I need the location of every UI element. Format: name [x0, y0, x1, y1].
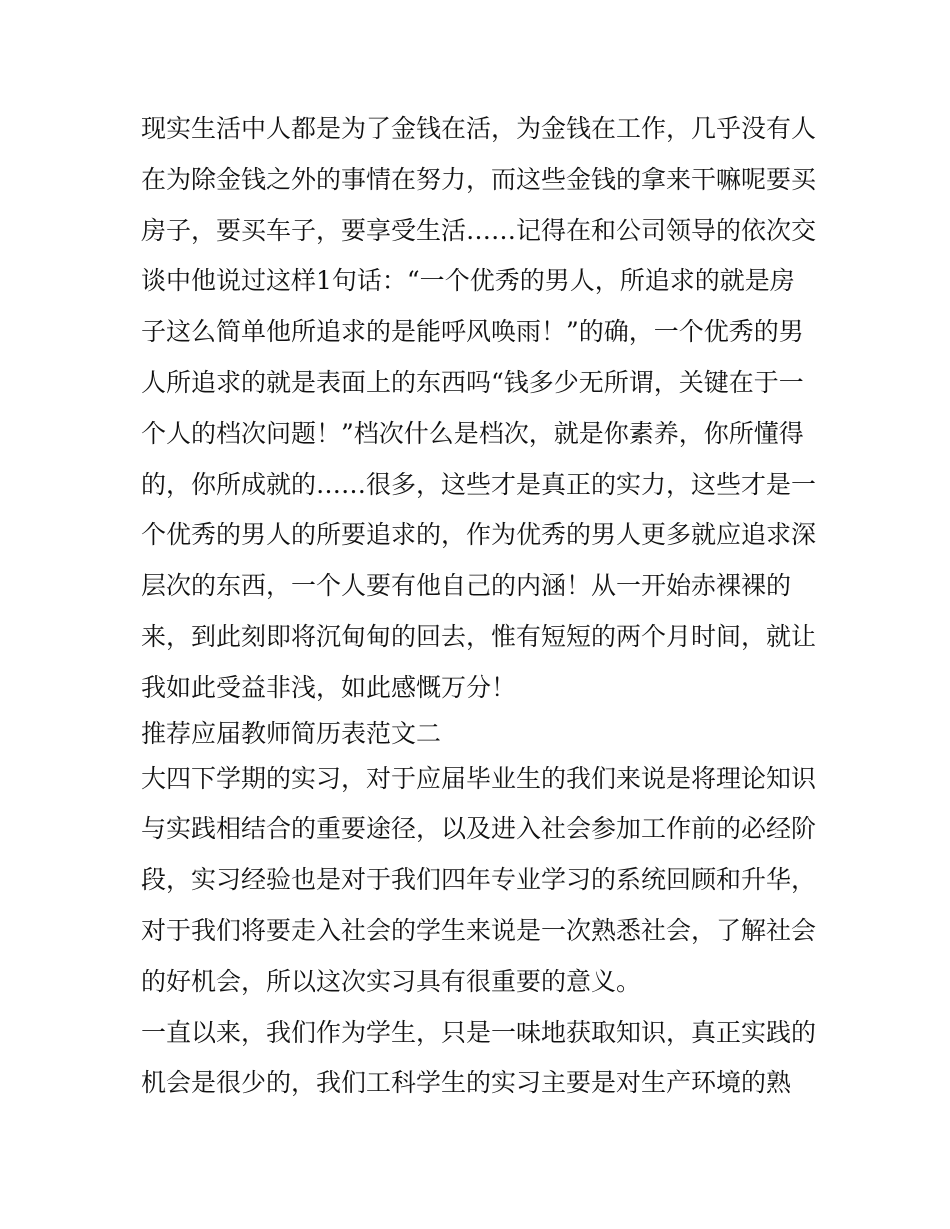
paragraph-2 — [141, 754, 821, 1008]
text-line: 大四下学期的实习，对于应届毕业生的我们来说是将理论知识 — [141, 763, 817, 793]
text-line: 段，实习经验也是对于我们四年专业学习的系统回顾和升华， — [141, 865, 817, 895]
text-line: 房子，要买车子，要享受生活……记得在和公司领导的依次交 — [141, 215, 817, 245]
text-line: 一直以来，我们作为学生，只是一味地获取知识，真正实践的 — [141, 1017, 817, 1047]
text-line: 谈中他说过这样1句话：“一个优秀的男人，所追求的就是房 — [141, 266, 795, 296]
text-line: 来，到此刻即将沉甸甸的回去，惟有短短的两个月时间，就让 — [141, 621, 817, 651]
text-line: 个优秀的男人的所要追求的，作为优秀的男人更多就应追求深 — [141, 520, 817, 550]
text-line: 层次的东西，一个人要有他自己的内涵！从一开始赤裸裸的 — [141, 571, 792, 601]
text-line: 个人的档次问题！”档次什么是档次，就是你素养，你所懂得 — [141, 418, 804, 448]
text-line: 的，你所成就的……很多，这些才是真正的实力，这些才是一 — [141, 469, 817, 499]
text-line: 人所追求的就是表面上的东西吗“钱多少无所谓，关键在于一 — [141, 367, 804, 397]
paragraph-3 — [141, 1008, 821, 1110]
text-line: 与实践相结合的重要途径，以及进入社会参加工作前的必经阶 — [141, 814, 817, 844]
section-heading: 推荐应届教师简历表范文二 — [141, 718, 442, 748]
text-line: 的好机会，所以这次实习具有很重要的意义。 — [141, 966, 642, 996]
text-line: 我如此受益非浅，如此感慨万分！ — [141, 672, 517, 702]
document-body — [141, 104, 821, 1109]
text-line: 子这么简单他所追求的是能呼风唤雨！”的确，一个优秀的男 — [141, 317, 804, 347]
text-line: 现实生活中人都是为了金钱在活，为金钱在工作，几乎没有人 — [141, 114, 817, 143]
text-line: 机会是很少的，我们工科学生的实习主要是对生产环境的熟 — [141, 1068, 792, 1098]
text-line: 对于我们将要走入社会的学生来说是一次熟悉社会，了解社会 — [141, 915, 817, 945]
text-line: 在为除金钱之外的事情在努力，而这些金钱的拿来干嘛呢要买 — [141, 164, 817, 194]
paragraph-1 — [141, 104, 821, 714]
